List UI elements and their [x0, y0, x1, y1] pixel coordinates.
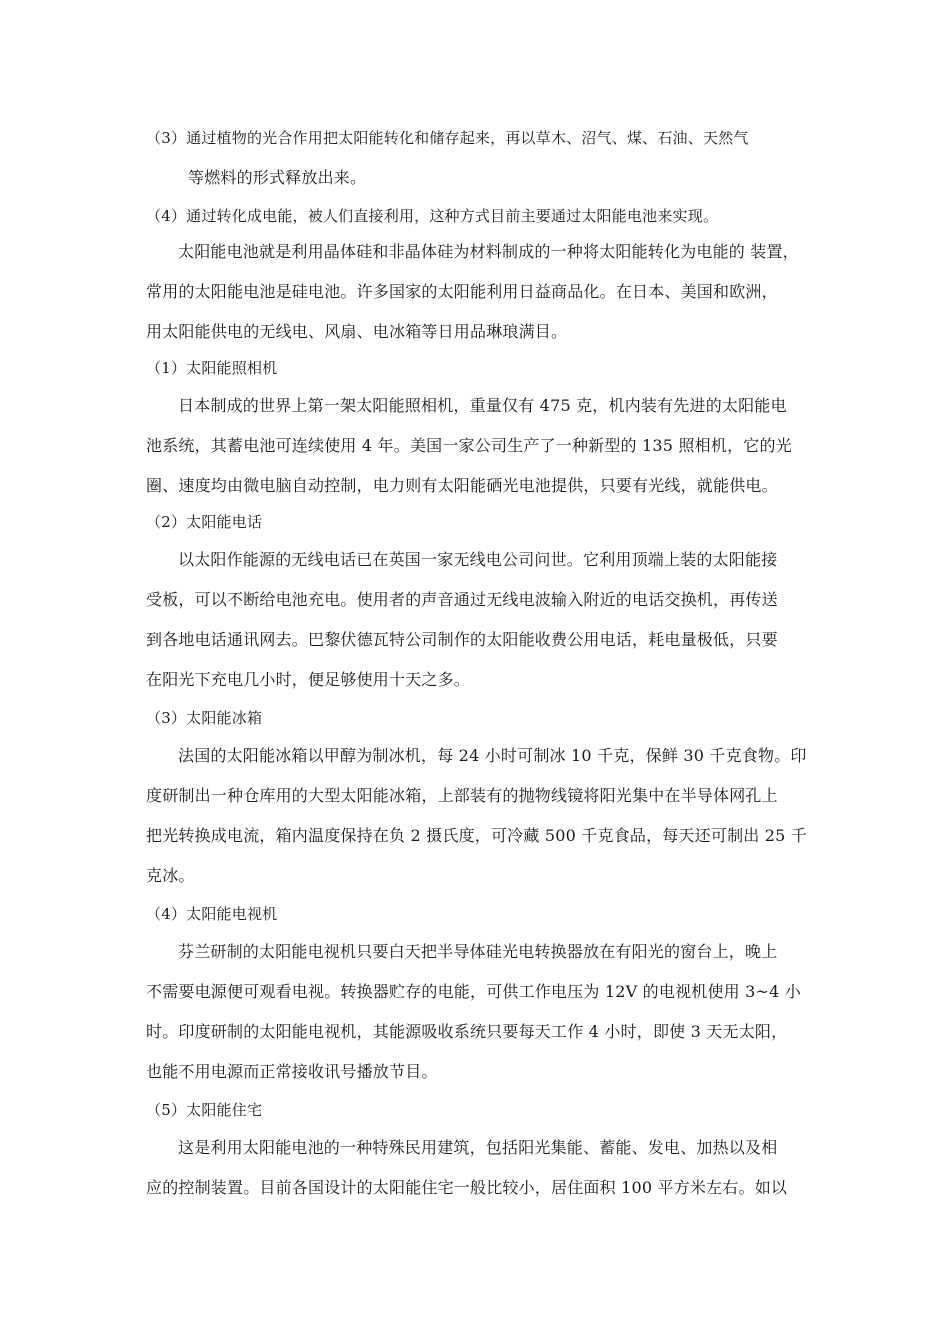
text-line: 太阳能电池就是利用晶体硅和非晶体硅为材料制成的一种将太阳能转化为电能的 装置， — [178, 242, 799, 261]
text-line: （3）通过植物的光合作用把太阳能转化和储存起来，再以草木、沼气、煤、石油、天然气 — [146, 129, 749, 147]
text-line: 等燃料的形式释放出来。 — [188, 168, 367, 187]
section-heading: （2）太阳能电话 — [146, 513, 263, 531]
text-line: 度研制出一种仓库用的大型太阳能冰箱，上部装有的抛物线镜将阳光集中在半导体网孔上 — [146, 786, 778, 805]
text-line: 以太阳作能源的无线电话已在英国一家无线电公司问世。它利用顶端上装的太阳能接 — [178, 550, 778, 569]
text-line: 圈、速度均由微电脑自动控制，电力则有太阳能硒光电池提供，只要有光线，就能供电。 — [146, 476, 778, 495]
text-line: 应的控制装置。目前各国设计的太阳能住宅一般比较小，居住面积 100 平方米左右。如以 — [146, 1178, 788, 1197]
text-line: 这是利用太阳能电池的一种特殊民用建筑，包括阳光集能、蓄能、发电、加热以及相 — [178, 1138, 778, 1157]
text-line: （4）通过转化成电能，被人们直接利用，这种方式目前主要通过太阳能电池来实现。 — [146, 207, 719, 225]
text-line: 到各地电话通讯网去。巴黎伏德瓦特公司制作的太阳能收费公用电话，耗电量极低，只要 — [146, 630, 778, 649]
text-line: 日本制成的世界上第一架太阳能照相机，重量仅有 475 克，机内装有先进的太阳能电 — [178, 396, 787, 415]
text-line: 池系统，其蓄电池可连续使用 4 年。美国一家公司生产了一种新型的 135 照相机，它的光 — [146, 436, 792, 455]
section-heading: （1）太阳能照相机 — [146, 359, 278, 377]
text-line: 时。印度研制的太阳能电视机，其能源吸收系统只要每天工作 4 小时，即使 3 天无太阳， — [146, 1022, 788, 1041]
text-line: 克冰。 — [146, 866, 195, 885]
text-line: 法国的太阳能冰箱以甲醇为制冰机，每 24 小时可制冰 10 千克，保鲜 30 千克食物。印 — [178, 746, 807, 765]
section-heading: （4）太阳能电视机 — [146, 905, 278, 923]
section-heading: （5）太阳能住宅 — [146, 1101, 263, 1119]
text-line: 芬兰研制的太阳能电视机只要白天把半导体硅光电转换器放在有阳光的窗台上，晚上 — [178, 942, 778, 961]
text-line: 受板，可以不断给电池充电。使用者的声音通过无线电波输入附近的电话交换机，再传送 — [146, 590, 778, 609]
text-line: 把光转换成电流，箱内温度保持在负 2 摄氏度，可冷藏 500 千克食品，每天还可制出 25 千 — [146, 826, 807, 845]
text-line: 用太阳能供电的无线电、风扇、电冰箱等日用品琳琅满目。 — [146, 322, 568, 341]
section-heading: （3）太阳能冰箱 — [146, 709, 263, 727]
text-line: 常用的太阳能电池是硅电池。许多国家的太阳能利用日益商品化。在日本、美国和欧洲， — [146, 282, 778, 301]
text-line: 在阳光下充电几小时，便足够使用十天之多。 — [146, 670, 471, 689]
text-line: 也能不用电源而正常接收讯号播放节目。 — [146, 1062, 438, 1081]
text-line: 不需要电源便可观看电视。转换器贮存的电能，可供工作电压为 12V 的电视机使用 3~4 小 — [146, 982, 802, 1001]
